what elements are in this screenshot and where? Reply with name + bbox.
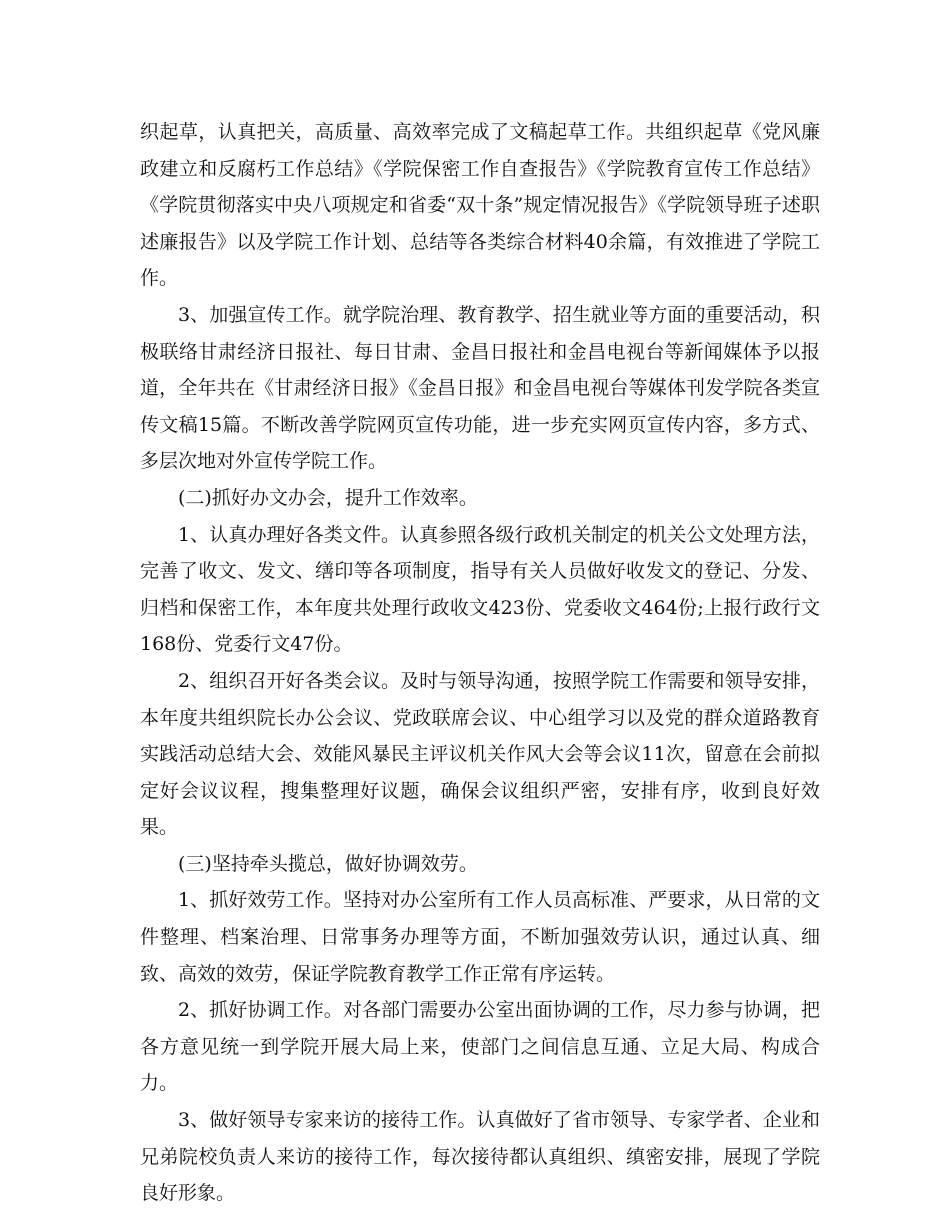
- paragraph-reception-work: 3、做好领导专家来访的接待工作。认真做好了省市领导、专家学者、企业和兄弟院校负责人来访的接待工作，每次接待都认真组织、缜密安排，展现了学院良好形象。: [140, 1109, 820, 1205]
- section-heading-documents-meetings: (二)抓好办文办会，提升工作效率。: [178, 486, 478, 509]
- paragraph-service-work: 1、抓好效劳工作。坚持对办公室所有工作人员高标准、严要求，从日常的文件整理、档案治理、日常事务办理等方面，不断加强效劳认识，通过认真、细致、高效的效劳，保证学院教育教学工作正常有序运转。: [140, 889, 820, 985]
- paragraph-coordination-work: 2、抓好协调工作。对各部门需要办公室出面协调的工作，尽力参与协调，把各方意见统一到学院开展大局上来，使部门之间信息互通、立足大局、构成合力。: [140, 999, 820, 1095]
- document-body: [140, 114, 820, 1212]
- paragraph-meetings: 2、组织召开好各类会议。及时与领导沟通，按照学院工作需要和领导安排，本年度共组织院长办公会议、党政联席会议、中心组学习以及党的群众道路教育实践活动总结大会、效能风暴民主评议机关作风大会等会议11次，留意在会前拟定好会议议程，搜集整理好议题，确保会议组织严密，安排有序，收到良好效果。: [140, 669, 820, 839]
- paragraph-publicity-work: 3、加强宣传工作。就学院治理、教育教学、招生就业等方面的重要活动，积极联络甘肃经济日报社、每日甘肃、金昌日报社和金昌电视台等新闻媒体予以报道，全年共在《甘肃经济日报》《金昌日报》和金昌电视台等媒体刊发学院各类宣传文稿15篇。不断改善学院网页宣传功能，进一步充实网页宣传内容，多方式、多层次地对外宣传学院工作。: [140, 303, 820, 473]
- paragraph-continuation: 织起草，认真把关，高质量、高效率完成了文稿起草工作。共组织起草《党风廉政建立和反腐朽工作总结》《学院保密工作自查报告》《学院教育宣传工作总结》《学院贯彻落实中央八项规定和省委“双十条”规定情况报告》《学院领导班子述职述廉报告》以及学院工作计划、总结等各类综合材料40余篇，有效推进了学院工作。: [140, 121, 820, 290]
- section-heading-coordination: (三)坚持牵头揽总，做好协调效劳。: [178, 852, 478, 875]
- paragraph-document-handling: 1、认真办理好各类文件。认真参照各级行政机关制定的机关公文处理方法，完善了收文、发文、缮印等各项制度，指导有关人员做好收发文的登记、分发、归档和保密工作，本年度共处理行政收文423份、党委收文464份;上报行政行文168份、党委行文47份。: [140, 523, 820, 656]
